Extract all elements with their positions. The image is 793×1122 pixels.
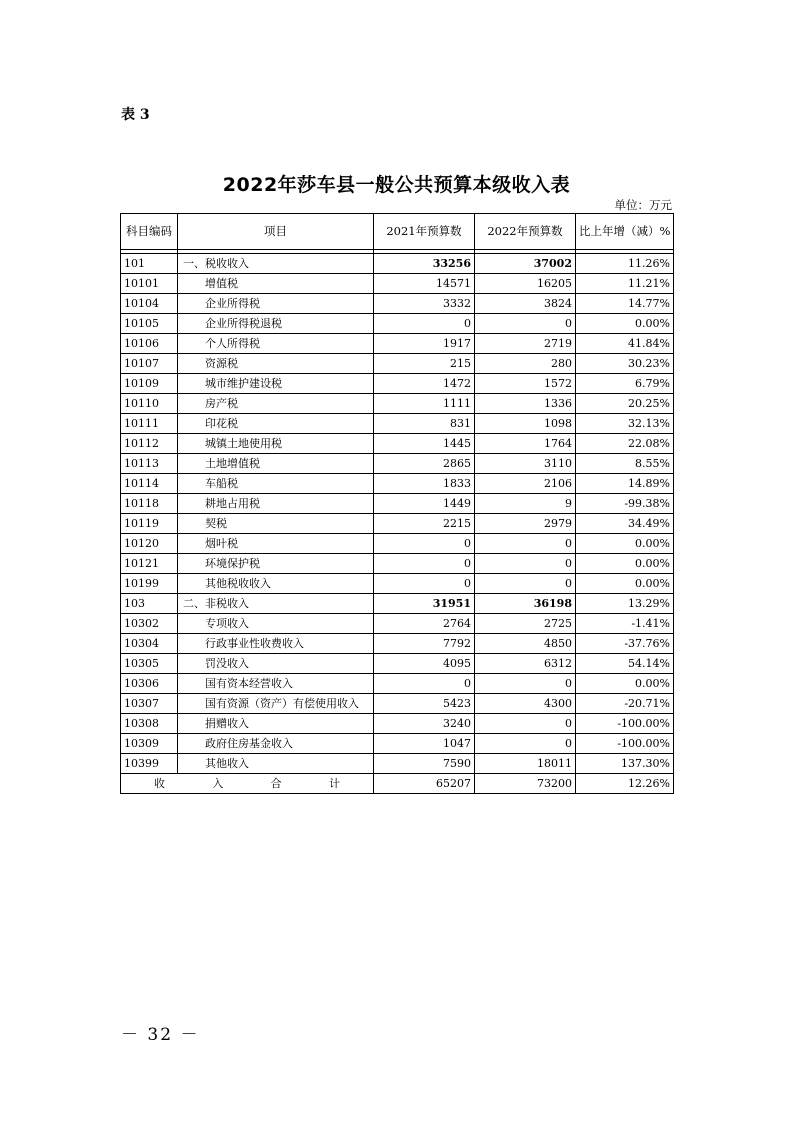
cell-code: 10199 (121, 574, 178, 594)
cell-2021-budget: 2764 (374, 614, 475, 634)
cell-2021-budget: 5423 (374, 694, 475, 714)
cell-2021-budget: 831 (374, 414, 475, 434)
cell-change-percent: 6.79% (576, 374, 674, 394)
total-label-char: 收 (154, 777, 165, 790)
unit-label: 单位：万元 (614, 198, 672, 212)
table-row (121, 474, 674, 494)
cell-change-percent: 34.49% (576, 514, 674, 534)
cell-code: 10309 (121, 734, 178, 754)
cell-2022-budget: 280 (475, 354, 576, 374)
table-row (121, 654, 674, 674)
header-change: 比上年增（减）% (576, 214, 674, 250)
cell-2022-budget: 0 (475, 554, 576, 574)
cell-change-percent: 22.08% (576, 434, 674, 454)
cell-2021-budget: 33256 (374, 254, 475, 274)
cell-code: 10105 (121, 314, 178, 334)
cell-item-name: 企业所得税退税 (178, 314, 374, 334)
cell-code: 10399 (121, 754, 178, 774)
cell-change-percent: 14.89% (576, 474, 674, 494)
cell-2022-budget: 6312 (475, 654, 576, 674)
total-2021: 65207 (374, 774, 475, 794)
cell-2022-budget: 1572 (475, 374, 576, 394)
cell-2022-budget: 0 (475, 574, 576, 594)
cell-2022-budget: 4850 (475, 634, 576, 654)
cell-2022-budget: 3824 (475, 294, 576, 314)
cell-2022-budget: 0 (475, 314, 576, 334)
cell-item-name: 个人所得税 (178, 334, 374, 354)
cell-item-name: 资源税 (178, 354, 374, 374)
cell-change-percent: 13.29% (576, 594, 674, 614)
total-label-char: 合 (270, 777, 282, 790)
total-label-char: 入 (212, 777, 224, 790)
cell-change-percent: 11.26% (576, 254, 674, 274)
cell-2022-budget: 0 (475, 674, 576, 694)
cell-code: 103 (121, 594, 178, 614)
total-row (121, 774, 674, 794)
cell-2021-budget: 2865 (374, 454, 475, 474)
cell-item-name: 专项收入 (178, 614, 374, 634)
cell-2021-budget: 1111 (374, 394, 475, 414)
header-2022: 2022年预算数 (475, 214, 576, 250)
cell-change-percent: -100.00% (576, 714, 674, 734)
cell-2021-budget: 1833 (374, 474, 475, 494)
cell-2021-budget: 1047 (374, 734, 475, 754)
cell-2021-budget: 0 (374, 554, 475, 574)
cell-item-name: 车船税 (178, 474, 374, 494)
cell-2022-budget: 1098 (475, 414, 576, 434)
table-row (121, 534, 674, 554)
table-row (121, 334, 674, 354)
cell-change-percent: 20.25% (576, 394, 674, 414)
total-2022: 73200 (475, 774, 576, 794)
cell-change-percent: 137.30% (576, 754, 674, 774)
cell-code: 10306 (121, 674, 178, 694)
cell-change-percent: 0.00% (576, 314, 674, 334)
cell-code: 10107 (121, 354, 178, 374)
cell-item-name: 印花税 (178, 414, 374, 434)
table-row (121, 394, 674, 414)
cell-code: 10121 (121, 554, 178, 574)
cell-code: 10104 (121, 294, 178, 314)
cell-2021-budget: 1449 (374, 494, 475, 514)
cell-2021-budget: 3240 (374, 714, 475, 734)
cell-change-percent: 41.84% (576, 334, 674, 354)
cell-2022-budget: 36198 (475, 594, 576, 614)
table-row (121, 634, 674, 654)
total-change: 12.26% (576, 774, 674, 794)
cell-code: 10112 (121, 434, 178, 454)
cell-code: 10113 (121, 454, 178, 474)
table-row (121, 514, 674, 534)
cell-change-percent: -100.00% (576, 734, 674, 754)
cell-2021-budget: 31951 (374, 594, 475, 614)
cell-2021-budget: 3332 (374, 294, 475, 314)
table-row (121, 354, 674, 374)
cell-code: 10305 (121, 654, 178, 674)
table-row (121, 434, 674, 454)
cell-item-name: 罚没收入 (178, 654, 374, 674)
cell-item-name: 环境保护税 (178, 554, 374, 574)
cell-2021-budget: 4095 (374, 654, 475, 674)
cell-2021-budget: 2215 (374, 514, 475, 534)
cell-2021-budget: 215 (374, 354, 475, 374)
cell-2021-budget: 7590 (374, 754, 475, 774)
cell-change-percent: 8.55% (576, 454, 674, 474)
cell-change-percent: 11.21% (576, 274, 674, 294)
cell-item-name: 国有资源（资产）有偿使用收入 (178, 694, 374, 714)
cell-change-percent: -37.76% (576, 634, 674, 654)
cell-code: 10307 (121, 694, 178, 714)
cell-code: 10101 (121, 274, 178, 294)
table-row (121, 494, 674, 514)
cell-2021-budget: 0 (374, 314, 475, 334)
cell-item-name: 增值税 (178, 274, 374, 294)
cell-2022-budget: 1764 (475, 434, 576, 454)
cell-item-name: 企业所得税 (178, 294, 374, 314)
table-row (121, 594, 674, 614)
header-2021: 2021年预算数 (374, 214, 475, 250)
cell-code: 10120 (121, 534, 178, 554)
cell-change-percent: 0.00% (576, 554, 674, 574)
cell-2022-budget: 2725 (475, 614, 576, 634)
cell-item-name: 城镇土地使用税 (178, 434, 374, 454)
page-title: 2022年莎车县一般公共预算本级收入表 (222, 174, 571, 196)
cell-code: 10118 (121, 494, 178, 514)
cell-item-name: 其他税收收入 (178, 574, 374, 594)
cell-change-percent: -99.38% (576, 494, 674, 514)
table-label: 表 3 (121, 107, 150, 123)
cell-2022-budget: 0 (475, 734, 576, 754)
table-row (121, 294, 674, 314)
table-row (121, 734, 674, 754)
cell-2021-budget: 0 (374, 674, 475, 694)
table-row (121, 674, 674, 694)
cell-change-percent: -1.41% (576, 614, 674, 634)
cell-code: 101 (121, 254, 178, 274)
cell-item-name: 二、非税收入 (178, 594, 374, 614)
cell-2022-budget: 0 (475, 534, 576, 554)
table-row (121, 254, 674, 274)
cell-2022-budget: 2719 (475, 334, 576, 354)
cell-code: 10302 (121, 614, 178, 634)
cell-2022-budget: 0 (475, 714, 576, 734)
cell-item-name: 契税 (178, 514, 374, 534)
cell-item-name: 土地增值税 (178, 454, 374, 474)
header-code: 科目编码 (121, 214, 178, 250)
budget-table (120, 213, 674, 794)
cell-2021-budget: 0 (374, 534, 475, 554)
cell-2022-budget: 9 (475, 494, 576, 514)
cell-code: 10109 (121, 374, 178, 394)
cell-2021-budget: 7792 (374, 634, 475, 654)
table-row (121, 374, 674, 394)
cell-change-percent: 0.00% (576, 534, 674, 554)
cell-2021-budget: 0 (374, 574, 475, 594)
cell-item-name: 政府住房基金收入 (178, 734, 374, 754)
table-row (121, 714, 674, 734)
cell-item-name: 城市维护建设税 (178, 374, 374, 394)
cell-change-percent: 30.23% (576, 354, 674, 374)
cell-2022-budget: 16205 (475, 274, 576, 294)
table-row (121, 274, 674, 294)
cell-item-name: 其他收入 (178, 754, 374, 774)
cell-2022-budget: 4300 (475, 694, 576, 714)
cell-change-percent: 0.00% (576, 674, 674, 694)
cell-2022-budget: 2106 (475, 474, 576, 494)
total-label-char: 计 (328, 777, 340, 790)
cell-code: 10304 (121, 634, 178, 654)
table-row (121, 414, 674, 434)
cell-change-percent: 54.14% (576, 654, 674, 674)
cell-2021-budget: 1917 (374, 334, 475, 354)
cell-2021-budget: 1445 (374, 434, 475, 454)
cell-code: 10106 (121, 334, 178, 354)
cell-change-percent: 14.77% (576, 294, 674, 314)
page-number: － 32 － (121, 1025, 200, 1045)
cell-item-name: 捐赠收入 (178, 714, 374, 734)
cell-item-name: 房产税 (178, 394, 374, 414)
cell-change-percent: 0.00% (576, 574, 674, 594)
table-row (121, 614, 674, 634)
table-row (121, 754, 674, 774)
cell-2021-budget: 14571 (374, 274, 475, 294)
cell-item-name: 烟叶税 (178, 534, 374, 554)
cell-item-name: 一、税收收入 (178, 254, 374, 274)
table-row (121, 554, 674, 574)
table-row (121, 314, 674, 334)
table-row (121, 694, 674, 714)
cell-code: 10114 (121, 474, 178, 494)
cell-change-percent: -20.71% (576, 694, 674, 714)
cell-code: 10308 (121, 714, 178, 734)
cell-2022-budget: 3110 (475, 454, 576, 474)
cell-code: 10111 (121, 414, 178, 434)
cell-2022-budget: 1336 (475, 394, 576, 414)
table-row (121, 574, 674, 594)
header-name: 项目 (178, 214, 374, 250)
table-row (121, 454, 674, 474)
table-body (121, 250, 674, 774)
total-label (121, 774, 374, 794)
cell-item-name: 耕地占用税 (178, 494, 374, 514)
cell-code: 10110 (121, 394, 178, 414)
cell-2021-budget: 1472 (374, 374, 475, 394)
header-row (121, 214, 674, 250)
cell-code: 10119 (121, 514, 178, 534)
cell-2022-budget: 2979 (475, 514, 576, 534)
cell-2022-budget: 18011 (475, 754, 576, 774)
cell-item-name: 国有资本经营收入 (178, 674, 374, 694)
cell-2022-budget: 37002 (475, 254, 576, 274)
cell-change-percent: 32.13% (576, 414, 674, 434)
cell-item-name: 行政事业性收费收入 (178, 634, 374, 654)
